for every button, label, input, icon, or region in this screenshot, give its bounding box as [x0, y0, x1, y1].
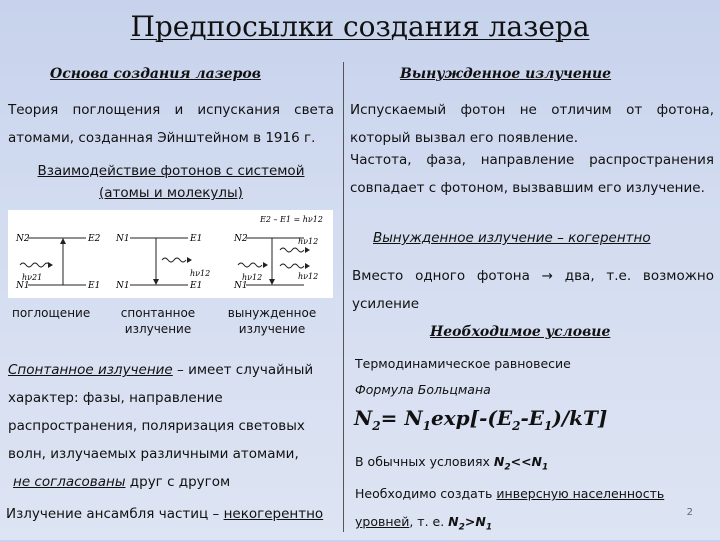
spontaneous-line-2: характер: фазы, направление — [8, 390, 223, 406]
label-e1: E1 — [88, 281, 101, 291]
photon-arrowhead — [263, 262, 268, 268]
label-hv12: hν12 — [190, 269, 211, 278]
photon-arrowhead — [187, 257, 192, 263]
label-hv12-in: hν12 — [242, 273, 263, 282]
photon-arrowhead — [305, 247, 310, 253]
label-e2: E2 — [88, 234, 101, 244]
interaction-line-2: (атомы и молекулы) — [99, 185, 243, 201]
thermo-text: Термодинамическое равновесие — [355, 356, 571, 371]
out-photon-wave-2 — [280, 264, 304, 268]
left-header: Основа создания лазеров — [50, 66, 261, 82]
label-e1-top: E1 — [190, 234, 203, 244]
spontaneous-line-1 — [8, 356, 338, 384]
absorption-panel — [15, 234, 101, 291]
label-hv21: hν21 — [22, 273, 43, 282]
energy-diagram-svg — [8, 210, 333, 298]
inverse-term: инверсную населенность — [496, 486, 665, 501]
spontaneous-panel — [115, 234, 210, 291]
label-n2: N2 — [16, 234, 30, 244]
usual-inequality: $N_2<<N_1$ — [493, 454, 549, 473]
absorption-arrowhead — [60, 238, 66, 244]
theory-text: Теория поглощения и испускания света атомами, созданная Эйнштейном в 1916 г. — [8, 102, 334, 146]
caption-absorption: поглощение — [12, 306, 91, 320]
incoming-photon-wave — [20, 263, 50, 267]
incoherent: некогерентно — [223, 506, 324, 522]
spontaneous-line-4: волн, излучаемых различными атомами, — [8, 446, 299, 462]
instead-text: Вместо одного фотона → два, т.е. возможно усиление — [352, 268, 714, 312]
ensemble-text — [6, 500, 342, 528]
caption-spontaneous-line1: спонтанное — [120, 306, 196, 320]
boltzmann-text: Формула Больцмана — [355, 382, 491, 397]
stimulated-arrowhead — [269, 279, 275, 285]
column-divider — [343, 62, 344, 532]
label-n1: N1 — [234, 281, 248, 291]
inverse-line-2 — [355, 508, 715, 542]
label-hv12-out2: hν12 — [298, 272, 319, 281]
caption-stimulated-line1: вынужденное — [227, 306, 317, 320]
label-n1: N1 — [16, 281, 30, 291]
usual-conditions-label: В обычных условиях — [355, 454, 494, 469]
levels-term: уровней — [355, 514, 410, 529]
spontaneous-paragraph — [8, 356, 338, 496]
ensemble-label: Излучение ансамбля частиц – — [6, 506, 224, 522]
label-n2: N2 — [234, 234, 248, 244]
interaction-line-1: Взаимодействие фотонов с системой — [37, 163, 305, 179]
spontaneous-line-5 — [8, 468, 338, 496]
spontaneous-rest: – имеет случайный — [172, 362, 314, 378]
label-energy-formula: E2 – E1 = hν12 — [260, 215, 323, 224]
photon-text: Испускаемый фотон не отличим от фотона, который вызвал его появление. — [350, 102, 714, 146]
right-header: Вынужденное излучение — [400, 66, 612, 82]
spontaneous-line-3: распространения, поляризация световых — [8, 418, 305, 434]
need-create: Необходимо создать — [355, 486, 497, 501]
inverse-inequality: $N_2>N_1$ — [448, 514, 493, 533]
caption-spontaneous — [108, 305, 208, 337]
emission-arrowhead — [153, 279, 159, 285]
page-number: 2 — [686, 507, 693, 518]
each-other: друг с другом — [125, 474, 231, 490]
spontaneous-term: Спонтанное излучение — [8, 362, 173, 378]
interaction-title — [8, 160, 334, 204]
ie-text: , т. е. — [409, 514, 449, 529]
stimulated-panel — [233, 215, 323, 291]
slide-title: Предпосылки создания лазера — [130, 10, 590, 43]
usual-conditions — [355, 448, 548, 482]
condition-header: Необходимое условие — [430, 324, 611, 340]
inverse-population — [355, 480, 715, 542]
out-photon-wave-1 — [280, 248, 304, 252]
incoming-photon-wave — [238, 263, 262, 267]
label-hv12-out1: hν12 — [298, 237, 319, 246]
photon-arrowhead — [305, 263, 310, 269]
boltzmann-formula: $N_2= N_1\exp[-(E_2-E_1)/kT]$ — [354, 406, 608, 433]
caption-stimulated — [222, 305, 322, 337]
not-coordinated: не согласованы — [13, 474, 126, 490]
freq-text: Частота, фаза, направление распространения совпадает с фотоном, вызвавшим его излучение. — [350, 152, 714, 196]
coherent-note: Вынужденное излучение – когерентно — [373, 230, 651, 246]
caption-stimulated-line2: излучение — [238, 322, 306, 336]
inverse-line-1 — [355, 480, 715, 508]
label-e1: E1 — [190, 281, 203, 291]
caption-spontaneous-line2: излучение — [124, 322, 192, 336]
emitted-photon-wave — [162, 258, 186, 262]
label-n1-top: N1 — [116, 234, 130, 244]
photon-arrowhead — [48, 262, 53, 268]
label-n1: N1 — [116, 281, 130, 291]
energy-level-diagram — [8, 210, 333, 298]
